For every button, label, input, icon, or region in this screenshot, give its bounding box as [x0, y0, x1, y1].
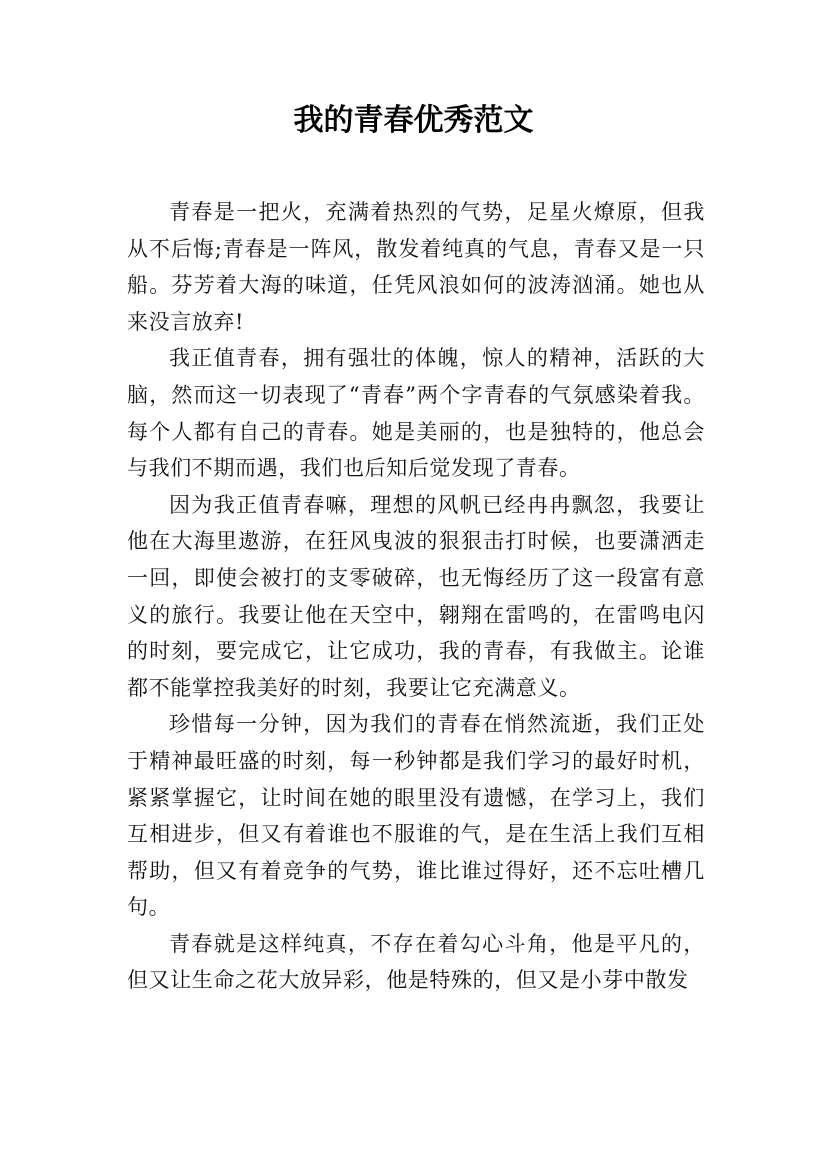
- document-body: [127, 194, 705, 999]
- paragraph-5: 青春就是这样纯真，不存在着勾心斗角，他是平凡的，但又让生命之花大放异彩，他是特殊的，但又是小芽中散发: [127, 931, 705, 993]
- paragraph-4: 珍惜每一分钟，因为我们的青春在悄然流逝，我们正处于精神最旺盛的时刻，每一秒钟都是我们学习的最好时机，紧紧掌握它，让时间在她的眼里没有遗憾，在学习上，我们互相进步，但又有着谁也不服谁的气，是在生活上我们互相帮助，但又有着竞争的气势，谁比谁过得好，还不忘吐槽几句。: [127, 712, 705, 920]
- paragraph-3: 因为我正值青春嘛，理想的风帆已经冉冉飘忽，我要让他在大海里遨游，在狂风曳波的狠狠击打时候，也要潇洒走一回，即使会被打的支零破碎，也无悔经历了这一段富有意义的旅行。我要让他在天空中，翱翔在雷鸣的，在雷鸣电闪的时刻，要完成它，让它成功，我的青春，有我做主。论谁都不能掌控我美好的时刻，我要让它充满意义。: [127, 492, 705, 700]
- paragraph-1: 青春是一把火，充满着热烈的气势，足星火燎原，但我从不后悔;青春是一阵风，散发着纯真的气息，青春又是一只船。芬芳着大海的味道，任凭风浪如何的波涛汹涌。她也从来没言放弃!: [127, 200, 705, 334]
- document-title: 我的青春优秀范文: [293, 103, 534, 138]
- paragraph-2: 我正值青春，拥有强壮的体魄，惊人的精神，活跃的大脑，然而这一切表现了“青春”两个字青春的气氛感染着我。每个人都有自己的青春。她是美丽的，也是独特的，他总会与我们不期而遇，我们也后知后觉发现了青春。: [127, 346, 705, 481]
